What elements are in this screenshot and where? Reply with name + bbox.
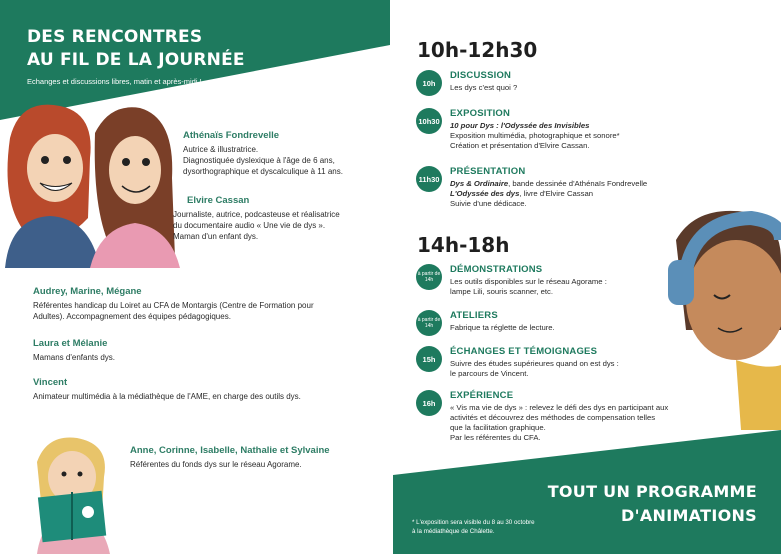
morning-time-heading: 10h-12h30	[417, 38, 538, 62]
event-desc: Suivie d'une dédicace.	[450, 199, 527, 208]
program-title	[548, 480, 757, 528]
person-desc: Diagnostiquée dyslexique à l'âge de 6 ans,	[183, 156, 335, 165]
event-desc: Par les référentes du CFA.	[450, 433, 541, 442]
person-vincent	[33, 377, 378, 402]
work-title: L'Odyssée des dys	[450, 189, 520, 198]
event-title: DÉMONSTRATIONS	[450, 264, 543, 275]
event-title: DISCUSSION	[450, 70, 512, 81]
event-title: PRÉSENTATION	[450, 166, 526, 177]
event-desc: Les dys c'est quoi ?	[450, 83, 518, 92]
program-title-line-2: D'ANIMATIONS	[621, 506, 757, 525]
work-credit: , bande dessinée d'Athénaïs Fondrevelle	[508, 179, 648, 188]
footnote-line-2: à la médiathèque de Châlette.	[412, 528, 495, 535]
event-title: ÉCHANGES ET TÉMOIGNAGES	[450, 346, 598, 357]
event-desc: Suivre des études supérieures quand on est dys :	[450, 359, 619, 368]
event-body	[450, 70, 740, 93]
event-desc: « Vis ma vie de dys » : relevez le défi des dys en participant aux	[450, 403, 669, 412]
event-desc: Création et présentation d'Elvire Cassan.	[450, 141, 590, 150]
girl-reading-illustration	[22, 432, 122, 554]
work-credit: , livre d'Elvire Cassan	[519, 189, 594, 198]
person-anne-group	[130, 445, 380, 470]
person-athenais	[183, 130, 383, 177]
event-desc: que la facilitation graphique.	[450, 423, 546, 432]
event-desc: le parcours de Vincent.	[450, 369, 529, 378]
person-desc: Journaliste, autrice, podcasteuse et réalisatrice	[173, 210, 340, 219]
person-name: Vincent	[33, 377, 68, 388]
person-desc: Référentes du fonds dys sur le réseau Agorame.	[130, 460, 302, 469]
person-desc: dysorthographique et dyscalculique à 11 ans.	[183, 167, 343, 176]
person-name: Athénaïs Fondrevelle	[183, 130, 280, 141]
person-name: Anne, Corinne, Isabelle, Nathalie et Sylvaine	[130, 445, 330, 456]
person-desc: Adultes). Accompagnement des équipes pédagogiques.	[33, 312, 231, 321]
left-title	[27, 26, 245, 72]
event-desc: Les outils disponibles sur le réseau Agorame :	[450, 277, 607, 286]
time-badge: à partir de 14h	[416, 310, 442, 336]
work-title: Dys & Ordinaire	[450, 179, 509, 188]
event-title: EXPÉRIENCE	[450, 390, 514, 401]
exposition-footnote	[412, 518, 535, 536]
time-badge: 11h30	[416, 166, 442, 192]
person-desc: Autrice & illustratrice.	[183, 145, 259, 154]
event-work-title: 10 pour Dys : l'Odyssée des Invisibles	[450, 121, 590, 130]
boy-headphones-illustration	[656, 200, 781, 430]
left-subtitle: Echanges et discussions libres, matin et après-midi !	[27, 77, 202, 86]
afternoon-time-heading: 14h-18h	[417, 233, 510, 257]
person-elvire	[173, 195, 385, 242]
event-body	[450, 108, 740, 151]
event-desc	[450, 179, 740, 189]
footnote-line-1: * L'exposition sera visible du 8 au 30 octobre	[412, 519, 535, 526]
event-desc: Fabrique ta réglette de lecture.	[450, 323, 555, 332]
person-desc: Mamans d'enfants dys.	[33, 353, 116, 362]
left-title-line-2: AU FIL DE LA JOURNÉE	[27, 50, 245, 70]
event-desc	[450, 189, 740, 199]
person-desc: Référentes handicap du Loiret au CFA de Montargis (Centre de Formation pour	[33, 301, 314, 310]
person-desc: du documentaire audio « Une vie de dys ».	[173, 221, 326, 230]
person-laura-melanie	[33, 338, 373, 363]
person-desc: Animateur multimédia à la médiathèque de l'AME, en charge des outils dys.	[33, 392, 301, 401]
program-title-line-1: TOUT UN PROGRAMME	[547, 482, 757, 501]
event-desc: Exposition multimédia, photographique et sonore*	[450, 131, 620, 140]
person-name: Audrey, Marine, Mégane	[33, 286, 142, 297]
time-badge: 10h	[416, 70, 442, 96]
person-name: Laura et Mélanie	[33, 338, 108, 349]
left-title-line-1: DES RENCONTRES	[27, 27, 203, 47]
time-badge: à partir de 14h	[416, 264, 442, 290]
person-audrey-marine-megane	[33, 286, 378, 322]
time-badge: 16h	[416, 390, 442, 416]
two-women-illustration	[0, 98, 182, 268]
time-badge: 10h30	[416, 108, 442, 134]
event-title: EXPOSITION	[450, 108, 511, 119]
time-badge: 15h	[416, 346, 442, 372]
person-desc: Maman d'un enfant dys.	[173, 232, 259, 241]
person-name: Elvire Cassan	[187, 195, 250, 206]
event-desc: activités et découvrez des méthodes de compensation telles	[450, 413, 656, 422]
event-title: ATELIERS	[450, 310, 498, 321]
event-desc: lampe Lili, souris scanner, etc.	[450, 287, 553, 296]
